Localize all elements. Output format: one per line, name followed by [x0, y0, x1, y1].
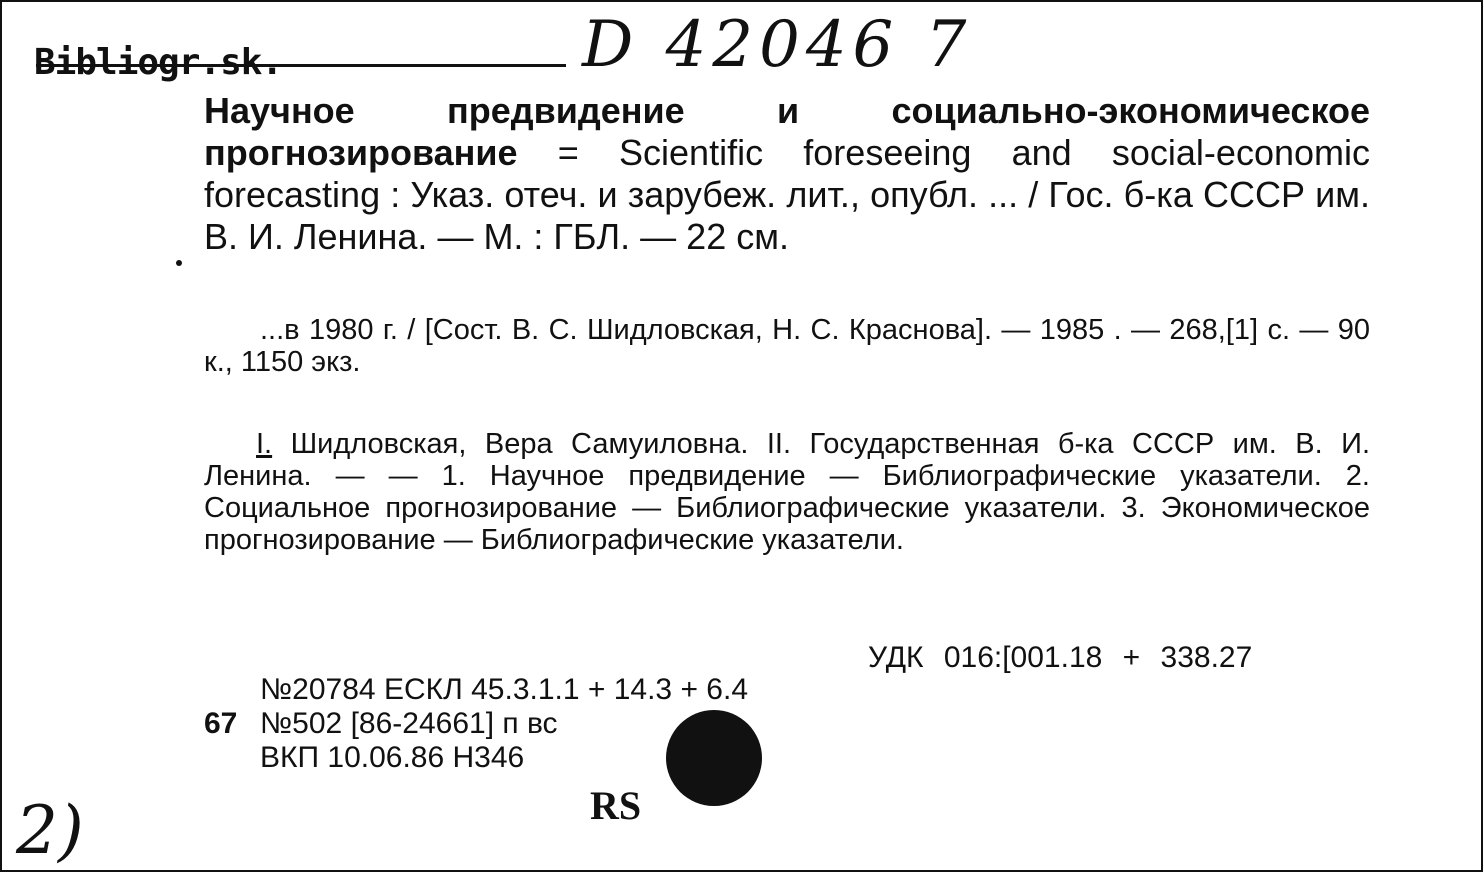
strike-through-line [36, 64, 566, 67]
classification-line: №20784 ЕСКЛ 45.3.1.1 + 14.3 + 6.4 [260, 673, 749, 706]
handwritten-mark: 2) [16, 792, 84, 869]
subject-text: Шидловская, Вера Самуиловна. II. Государственная б-ка СССР им. В. И. Ленина. — — 1. Научное предвидение — Библиографические указатели. 2. Социальное прогнозирование — Библиографические указатели. 3. Экономическое прогнозирование — Библиографические указатели. [204, 428, 1370, 556]
rs-mark: RS [590, 783, 642, 828]
handwritten-code: D 42046 7 [582, 8, 973, 82]
record-line: №502 [86-24661] п вс [260, 707, 558, 740]
subject-headings [204, 428, 1370, 556]
udk-line: УДК 016:[001.18 + 338.27 [868, 641, 1253, 674]
margin-dot [176, 260, 182, 266]
subject-first-numeral: I. [256, 428, 273, 460]
header-stamp: Bibliogr.sk. [34, 42, 283, 83]
entry-description: = Scientific foreseeing and social-economic forecasting : Указ. отеч. и зарубеж. лит., опубл. ... / Гос. б-ка СССР им. В. И. Ленина. — М. : ГБЛ. — 22 см. [204, 132, 1370, 257]
number-67: 67 [204, 707, 238, 740]
volume-line: ...в 1980 г. / [Сост. В. С. Шидловская, Н. С. Краснова]. — 1985 . — 268,[1] с. — 90 к., 1150 экз. [204, 314, 1370, 378]
main-entry [204, 90, 1370, 258]
entry-title: Научное предвидение и социально-экономическое прогнозирование [204, 90, 1370, 173]
vkp-line: ВКП 10.06.86 Н346 [260, 741, 525, 774]
ink-dot [666, 710, 762, 806]
